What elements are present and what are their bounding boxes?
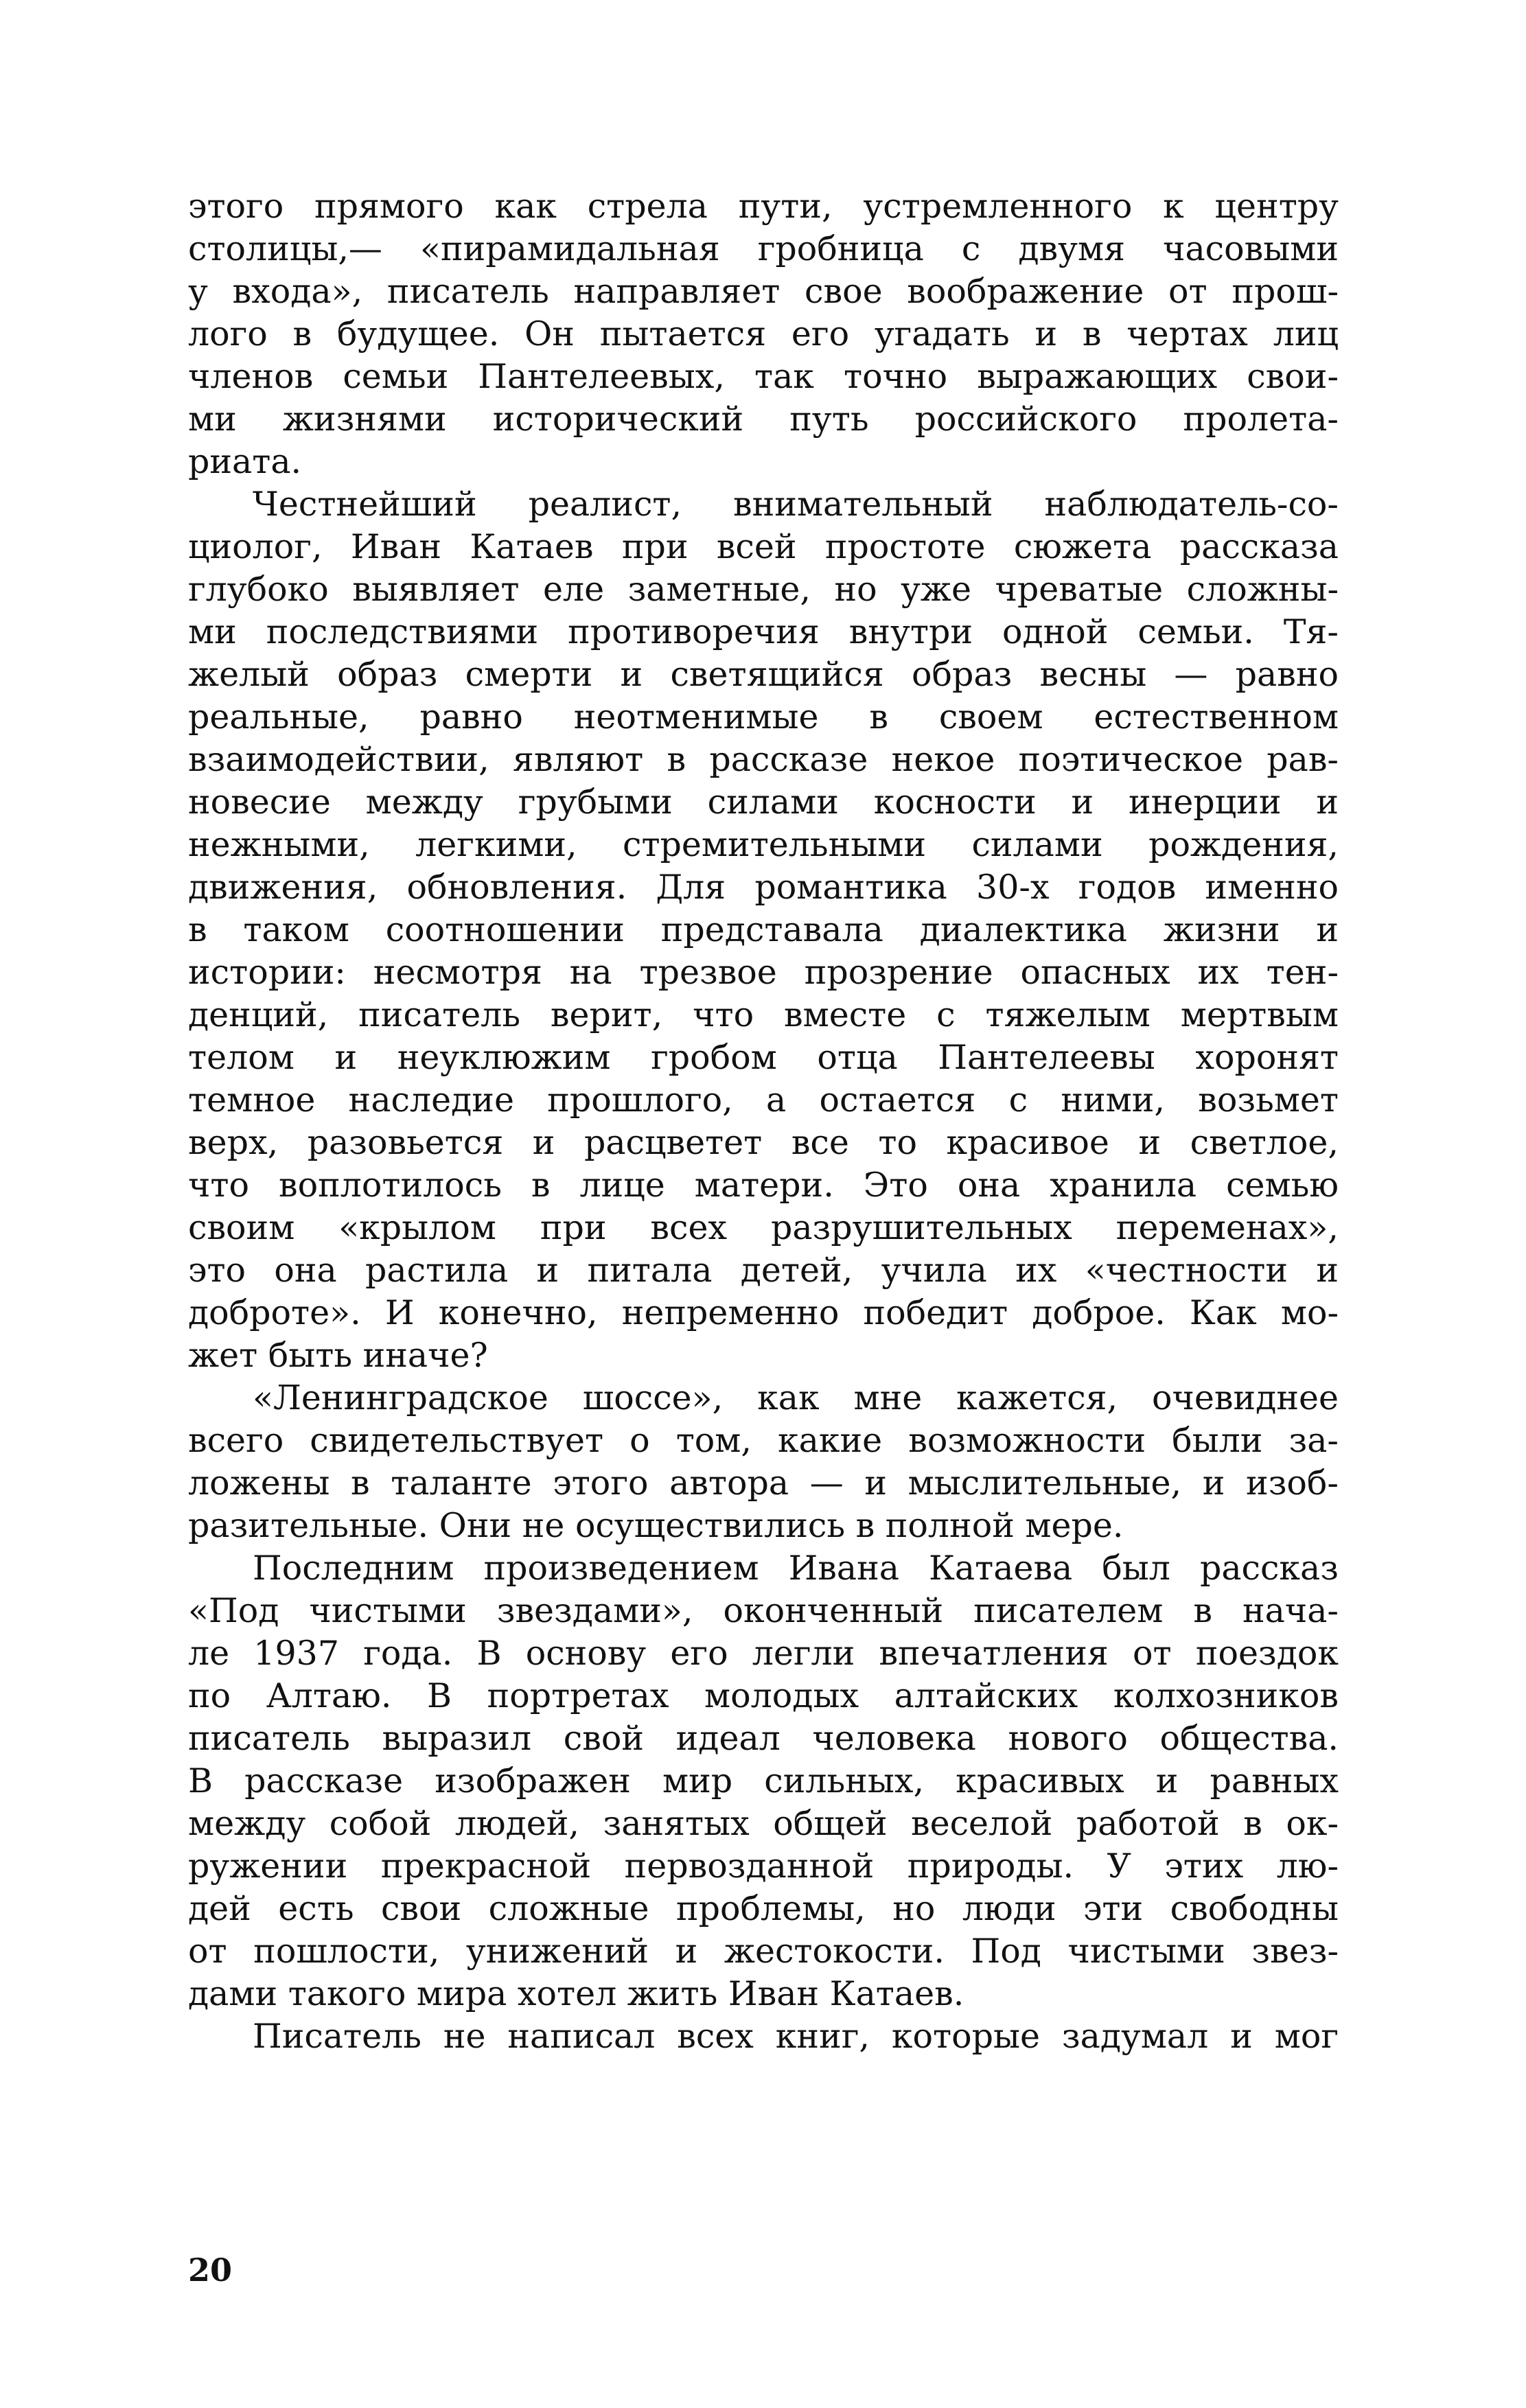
text-line: денций, писатель верит, что вместе с тяжелым мертвым	[188, 995, 1339, 1034]
paragraph	[188, 1547, 1339, 2015]
text-line: по Алтаю. В портретах молодых алтайских колхозников	[188, 1676, 1339, 1715]
text-line: это она растила и питала детей, учила их «честности и	[188, 1251, 1339, 1290]
text-line: этого прямого как стрела пути, устремленного к центру	[188, 187, 1339, 226]
text-line: желый образ смерти и светящийся образ весны — равно	[188, 655, 1339, 694]
text-line: доброте». И конечно, непременно победит доброе. Как мо-	[188, 1293, 1339, 1332]
text-line: дей есть свои сложные проблемы, но люди эти свободны	[188, 1889, 1339, 1928]
text-line: лого в будущее. Он пытается его угадать и в чертах лиц	[188, 314, 1339, 354]
text-line: Писатель не написал всех книг, которые задумал и мог	[253, 2017, 1339, 2056]
text-line: движения, обновления. Для романтика 30-х годов именно	[188, 868, 1339, 907]
text-line: своим «крылом при всех разрушительных переменах»,	[188, 1208, 1339, 1247]
text-line: глубоко выявляет еле заметные, но уже чреватые сложны-	[188, 570, 1339, 609]
page-number: 20	[188, 2251, 233, 2289]
paragraph	[188, 483, 1339, 1377]
text-line: жет быть иначе?	[188, 1336, 488, 1375]
text-line: ружении прекрасной первозданной природы. У этих лю-	[188, 1846, 1339, 1886]
text-line: «Ленинградское шоссе», как мне кажется, очевиднее	[253, 1378, 1339, 1417]
paragraph	[188, 2015, 1339, 2058]
text-line: телом и неуклюжим гробом отца Пантелеевы хоронят	[188, 1038, 1339, 1077]
text-line: членов семьи Пантелеевых, так точно выражающих свои-	[188, 357, 1339, 396]
text-line: риата.	[188, 442, 302, 481]
text-line: ле 1937 года. В основу его легли впечатления от поездок	[188, 1634, 1339, 1673]
paragraph	[188, 1377, 1339, 1547]
text-line: Последним произведением Ивана Катаева был рассказ	[253, 1549, 1339, 1588]
text-line: темное наследие прошлого, а остается с ними, возьмет	[188, 1080, 1339, 1120]
paragraph	[188, 185, 1339, 483]
text-line: циолог, Иван Катаев при всей простоте сюжета рассказа	[188, 527, 1339, 566]
text-line: новесие между грубыми силами косности и инерции и	[188, 783, 1339, 822]
text-line: В рассказе изображен мир сильных, красивых и равных	[188, 1761, 1339, 1801]
text-line: что воплотилось в лице матери. Это она хранила семью	[188, 1166, 1339, 1205]
text-line: от пошлости, унижений и жестокости. Под чистыми звез-	[188, 1932, 1339, 1971]
text-line: в таком соотношении представала диалектика жизни и	[188, 910, 1339, 949]
text-line: разительные. Они не осуществились в полной мере.	[188, 1506, 1124, 1545]
body-text	[188, 185, 1339, 2058]
text-line: у входа», писатель направляет свое воображение от прош-	[188, 272, 1339, 311]
text-line: нежными, легкими, стремительными силами рождения,	[188, 825, 1339, 864]
text-line: Честнейший реалист, внимательный наблюдатель-со-	[253, 485, 1339, 524]
text-line: взаимодействии, являют в рассказе некое поэтическое рав-	[188, 740, 1339, 779]
text-line: ми последствиями противоречия внутри одной семьи. Тя-	[188, 612, 1339, 651]
text-line: всего свидетельствует о том, какие возможности были за-	[188, 1421, 1339, 1460]
text-line: столицы,— «пирамидальная гробница с двумя часовыми	[188, 229, 1339, 268]
text-line: между собой людей, занятых общей веселой работой в ок-	[188, 1804, 1339, 1843]
text-line: писатель выразил свой идеал человека нового общества.	[188, 1719, 1339, 1758]
text-line: верх, разовьется и расцветет все то красивое и светлое,	[188, 1123, 1339, 1162]
text-line: «Под чистыми звездами», оконченный писателем в нача-	[188, 1591, 1339, 1630]
text-line: дами такого мира хотел жить Иван Катаев.	[188, 1974, 964, 2013]
text-line: ложены в таланте этого автора — и мыслительные, и изоб-	[188, 1463, 1339, 1503]
text-line: истории: несмотря на трезвое прозрение опасных их тен-	[188, 953, 1339, 992]
text-line: ми жизнями исторический путь российского пролета-	[188, 400, 1339, 439]
text-line: реальные, равно неотменимые в своем естественном	[188, 697, 1339, 737]
